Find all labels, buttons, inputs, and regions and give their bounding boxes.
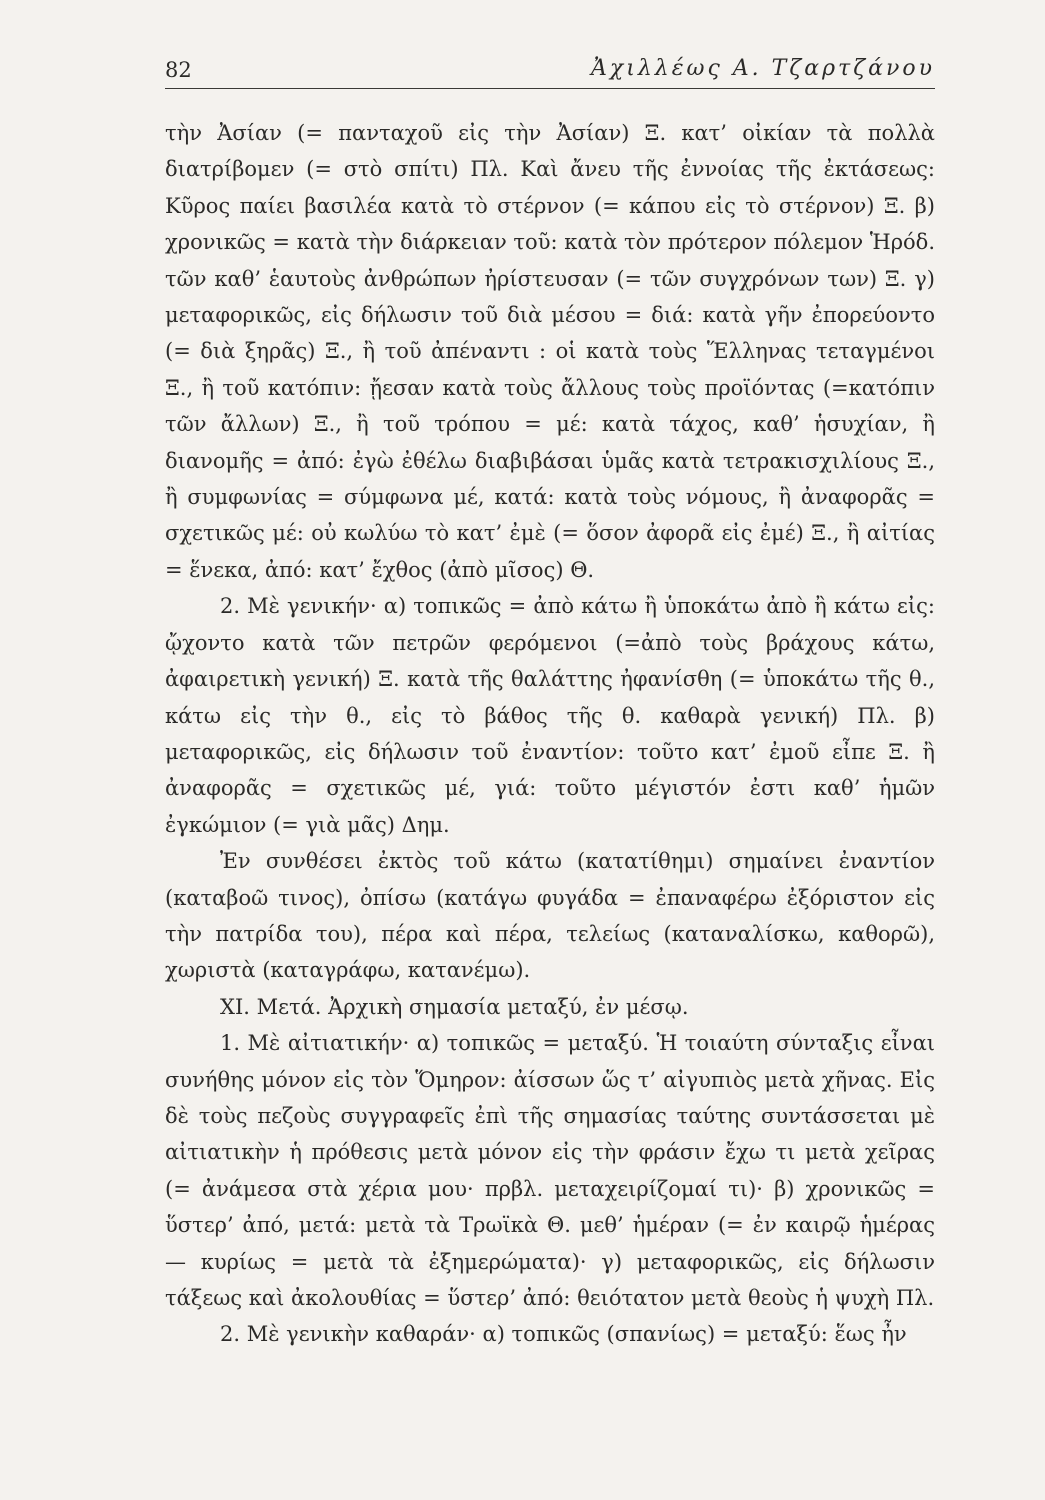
paragraph-meta-accusative: 1. Μὲ αἰτιατικήν· α) τοπικῶς = μεταξύ. Ἡ τοιαύτη σύνταξις εἶναι συνήθης μόνον εἰς τὸν Ὅμηρον: ἀίσσων ὥς τ’ αἰγυπιὸς μετὰ χῆνας. Εἰς δὲ τοὺς πεζοὺς συγγραφεῖς ἐπὶ τῆς σημασίας ταύτης συντάσσεται μὲ αἰτιατικὴν ἡ πρόθεσις μετὰ μόνον εἰς τὴν φράσιν ἔχω τι μετὰ χεῖρας (= ἀνάμεσα στὰ χέρια μου· πρβλ. μεταχειρίζομαί τι)· β) χρονικῶς = ὕστερ’ ἀπό, μετά: μετὰ τὰ Τρωϊκὰ Θ. μεθ’ ἡμέραν (= ἐν καιρῷ ἡμέρας — κυρίως = μετὰ τὰ ἐξημερώματα)· γ) μεταφορικῶς, εἰς δήλωσιν τάξεως καὶ ἀκολουθίας = ὕστερ’ ἀπό: θειότατον μετὰ θεοὺς ἡ ψυχὴ Πλ.	[165, 1031, 935, 1310]
paragraph-kata-composition: Ἐν συνθέσει ἐκτὸς τοῦ κάτω (κατατίθημι) σημαίνει ἐναντίον (καταβοῶ τινος), ὀπίσω (κατάγω φυγάδα = ἐπαναφέρω ἐξόριστον εἰς τὴν πατρίδα του), πέρα καὶ πέρα, τελείως (καταναλίσκω, καθορῶ), χωριστὰ (καταγράφω, κατανέμω).	[165, 849, 935, 983]
page-header	[165, 50, 935, 89]
paragraph-kata-genitive: 2. Μὲ γενικήν· α) τοπικῶς = ἀπὸ κάτω ἢ ὑποκάτω ἀπὸ ἢ κάτω εἰς: ᾤχοντο κατὰ τῶν πετρῶν φερόμενοι (=ἀπὸ τοὺς βράχους κάτω, ἀφαιρετικὴ γενική) Ξ. κατὰ τῆς θαλάττης ἠφανίσθη (= ὑποκάτω τῆς θ., κάτω εἰς τὴν θ., εἰς τὸ βάθος τῆς θ. καθαρὰ γενική) Πλ. β) μεταφορικῶς, εἰς δήλωσιν τοῦ ἐναντίον: τοῦτο κατ’ ἐμοῦ εἶπε Ξ. ἢ ἀναφορᾶς = σχετικῶς μέ, γιά: τοῦτο μέγιστόν ἐστι καθ’ ἡμῶν ἐγκώμιον (= γιὰ μᾶς) Δημ.	[165, 594, 935, 837]
paragraph-kata-accusative-cont: τὴν Ἀσίαν (= πανταχοῦ εἰς τὴν Ἀσίαν) Ξ. κατ’ οἰκίαν τὰ πολλὰ διατρίβομεν (= στὸ σπίτι) Πλ. Καὶ ἄνευ τῆς ἐννοίας τῆς ἐκτάσεως: Κῦρος παίει βασιλέα κατὰ τὸ στέρνον (= κάπου εἰς τὸ στέρνον) Ξ. β) χρονικῶς = κατὰ τὴν διάρκειαν τοῦ: κατὰ τὸν πρότερον πόλεμον Ἡρόδ. τῶν καθ’ ἑαυτοὺς ἀνθρώπων ἠρίστευσαν (= τῶν συγχρόνων των) Ξ. γ) μεταφορικῶς, εἰς δήλωσιν τοῦ διὰ μέσου = διά: κατὰ γῆν ἐπορεύοντο (= διὰ ξηρᾶς) Ξ., ἢ τοῦ ἀπέναντι : οἱ κατὰ τοὺς Ἕλληνας τεταγμένοι Ξ., ἢ τοῦ κατόπιν: ᾔεσαν κατὰ τοὺς ἄλλους τοὺς προϊόντας (=κατόπιν τῶν ἄλλων) Ξ., ἢ τοῦ τρόπου = μέ: κατὰ τάχος, καθ’ ἡσυχίαν, ἢ διανομῆς = ἀπό: ἐγὼ ἐθέλω διαβιβάσαι ὑμᾶς κατὰ τετρακισχιλίους Ξ., ἢ συμφωνίας = σύμφωνα μέ, κατά: κατὰ τοὺς νόμους, ἢ ἀναφορᾶς = σχετικῶς μέ: οὐ κωλύω τὸ κατ’ ἐμὲ (= ὅσον ἀφορᾶ εἰς ἐμέ) Ξ., ἢ αἰτίας = ἕνεκα, ἀπό: κατ’ ἔχθος (ἀπὸ μῖσος) Θ.	[165, 121, 935, 582]
page-number: 82	[165, 58, 192, 82]
running-title: Ἀχιλλέως Α. Τζαρτζάνου	[591, 56, 935, 81]
page-body	[165, 115, 935, 1353]
paragraph-meta-genitive: 2. Μὲ γενικὴν καθαράν· α) τοπικῶς (σπανίως) = μεταξύ: ἕως ἦν	[220, 1322, 907, 1347]
section-heading-meta: ΧΙ. Μετά. Ἀρχικὴ σημασία μεταξύ, ἐν μέσῳ.	[220, 994, 689, 1019]
